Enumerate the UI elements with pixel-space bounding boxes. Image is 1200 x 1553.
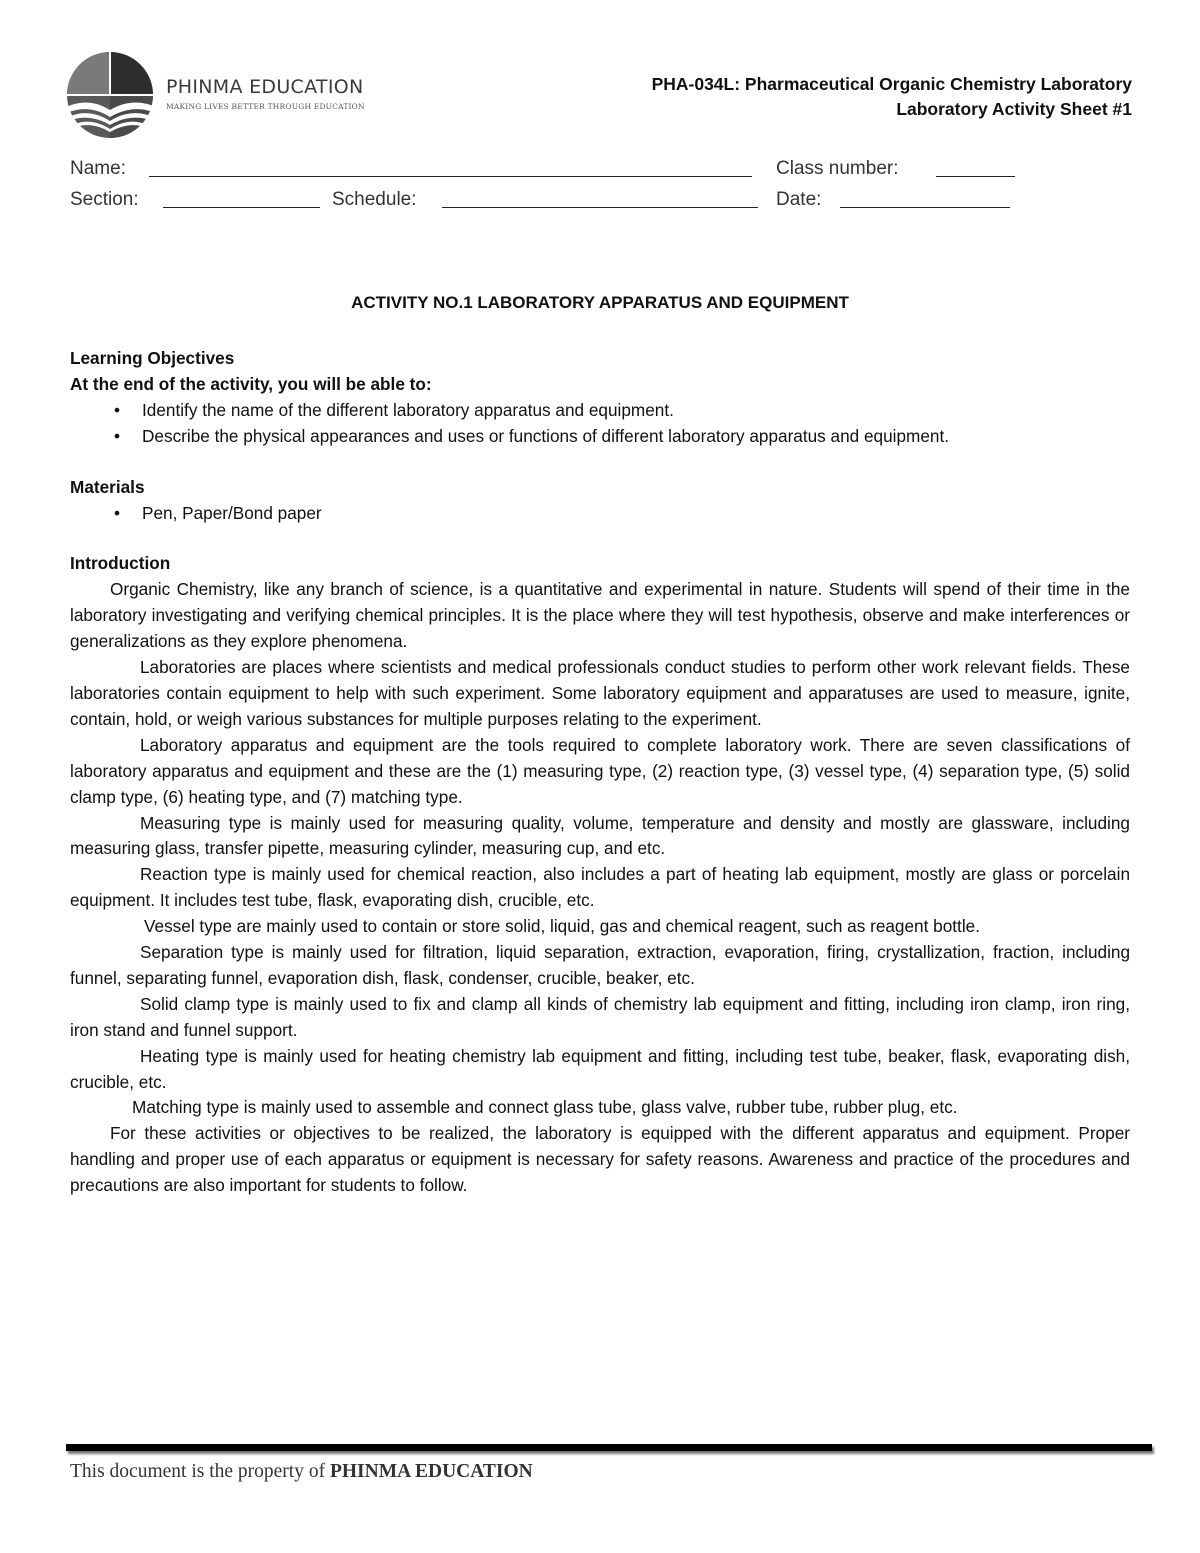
bullet-icon: • xyxy=(114,425,121,446)
footer-note xyxy=(70,1461,533,1483)
intro-paragraph: Organic Chemistry, like any branch of science, is a quantitative and experimental in nature. Students will spend of their time in the laboratory investigating and verifying chemical principles. It is the place where they will test hypothesis, observe and make interferences or generalizations as they explore phenomena. xyxy=(70,579,1130,652)
logo-name: PHINMA EDUCATION xyxy=(166,76,364,98)
list-item: • Pen, Paper/Bond paper xyxy=(70,501,1130,527)
objectives-lead: At the end of the activity, you will be able to: xyxy=(70,373,432,394)
intro-paragraph: Measuring type is mainly used for measuring quality, volume, temperature and density and mostly are glassware, including measuring glass, transfer pipette, measuring cylinder, measuring cup, and etc. xyxy=(70,812,1130,859)
objectives-heading: Learning Objectives xyxy=(70,348,235,368)
materials-list xyxy=(70,501,1130,527)
intro-paragraph: Separation type is mainly used for filtration, liquid separation, extraction, evaporation, firing, crystallization, fraction, including funnel, separating funnel, evaporation dish, flask, condenser, crucible, beaker, etc. xyxy=(70,942,1130,988)
section-field[interactable] xyxy=(163,207,320,208)
schedule-field[interactable] xyxy=(442,207,758,208)
footer-owner: PHINMA EDUCATION xyxy=(329,1461,533,1482)
intro-paragraph: Heating type is mainly used for heating chemistry lab equipment and fitting, including test tube, beaker, flask, evaporating dish, crucible, etc. xyxy=(70,1045,1130,1092)
list-item: • Describe the physical appearances and uses or functions of different laboratory apparatus and equipment. xyxy=(70,424,1130,450)
intro-paragraph: Reaction type is mainly used for chemical reaction, also includes a part of heating lab equipment, mostly are glass or porcelain equipment. It includes test tube, flask, evaporating dish, crucible, etc. xyxy=(70,864,1130,911)
sheet-title: Laboratory Activity Sheet #1 xyxy=(896,99,1132,119)
section-label: Section: xyxy=(70,189,139,210)
footer-divider xyxy=(66,1444,1152,1451)
introduction-heading: Introduction xyxy=(70,553,171,574)
materials-heading: Materials xyxy=(70,476,145,497)
list-item: • Identify the name of the different laboratory apparatus and equipment. xyxy=(70,398,1130,424)
course-header xyxy=(652,72,1132,122)
logo-tagline: MAKING LIVES BETTER THROUGH EDUCATION xyxy=(166,102,365,111)
intro-paragraph: Solid clamp type is mainly used to fix and clamp all kinds of chemistry lab equipment and fitting, including iron clamp, iron ring, iron stand and funnel support. xyxy=(70,993,1130,1040)
intro-paragraph: Vessel type are mainly used to contain or store solid, liquid, gas and chemical reagent, such as reagent bottle. xyxy=(144,916,980,937)
activity-title: ACTIVITY NO.1 LABORATORY APPARATUS AND EQUIPMENT xyxy=(351,293,849,312)
schedule-label: Schedule: xyxy=(332,189,417,210)
intro-paragraph: Matching type is mainly used to assemble and connect glass tube, glass valve, rubber tube, rubber plug, etc. xyxy=(132,1097,958,1118)
intro-paragraph: Laboratories are places where scientists and medical professionals conduct studies to perform other work relevant fields. These laboratories contain equipment to help with such experiment. Some laboratory equipment and apparatuses are used to measure, ignite, contain, hold, or weigh various substances for multiple purposes relating to the experiment. xyxy=(70,657,1130,729)
globe-book-icon xyxy=(62,50,162,145)
course-title: PHA-034L: Pharmaceutical Organic Chemistry Laboratory xyxy=(651,74,1132,94)
activity-content xyxy=(70,346,1130,1199)
phinma-logo xyxy=(62,50,372,145)
bullet-icon: • xyxy=(114,399,121,420)
date-label: Date: xyxy=(776,189,822,210)
name-label: Name: xyxy=(70,158,126,179)
footer-prefix: This document is the property of xyxy=(70,1461,326,1482)
intro-paragraph: Laboratory apparatus and equipment are the tools required to complete laboratory work. There are seven classifications of laboratory apparatus and equipment and these are the (1) measuring type, (2) reaction type, (3) vessel type, (4) separation type, (5) solid clamp type, (6) heating type, and (7) matching type. xyxy=(70,734,1130,807)
objectives-list xyxy=(70,398,1130,450)
intro-paragraph: For these activities or objectives to be realized, the laboratory is equipped with the different apparatus and equipment. Proper handling and proper use of each apparatus or equipment is necessary for safety reasons. Awareness and practice of the procedures and precautions are also important for students to follow. xyxy=(70,1123,1130,1196)
date-field[interactable] xyxy=(840,207,1010,208)
class-number-field[interactable] xyxy=(936,176,1015,177)
bullet-icon: • xyxy=(114,502,121,523)
class-number-label: Class number: xyxy=(776,158,899,179)
name-field[interactable] xyxy=(149,176,752,177)
